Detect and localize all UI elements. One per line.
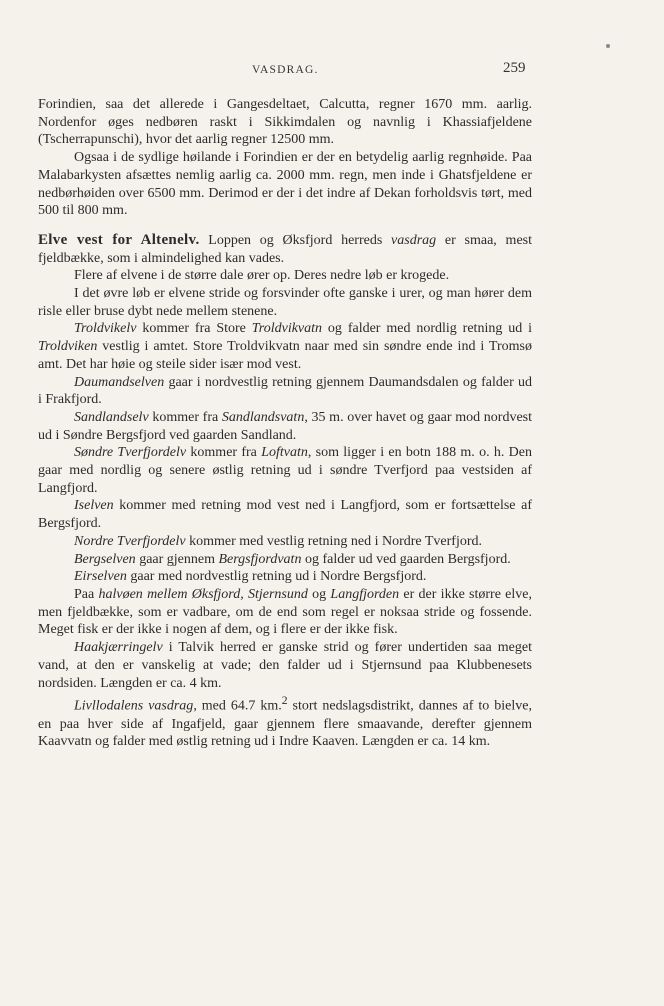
italic-term: Livllodalens vasdrag — [74, 698, 194, 714]
italic-term: Loftvatn — [261, 445, 308, 461]
text-run: Ogsaa i de sydlige høilande i Forindien er der en betydelig aarlig regnhøide. Paa Malabarkysten afsættes nemlig aarlig ca. 2000 mm. regn, men inde i Ghatsfjeldene er nedbørhøiden over 6500 mm. Derimod er der i det indre af Dekan forholdsvis tørt, med 500 til 800 mm. — [38, 150, 532, 219]
running-title: VASDRAG. — [252, 64, 319, 76]
italic-term: Daumandselven — [74, 374, 165, 390]
text-run: kommer med retning mod vest ned i Langfjord, som er fortsættelse af Bergsfjord. — [38, 498, 532, 532]
text-run: Paa — [74, 586, 99, 602]
paragraph — [38, 409, 532, 444]
page-number: 259 — [503, 60, 526, 76]
paragraph — [38, 285, 532, 320]
italic-term: Sandlandsvatn — [221, 409, 305, 425]
paragraph — [38, 568, 532, 586]
italic-term: halvøen mellem Øksfjord, Stjernsund — [98, 586, 308, 602]
text-run: er smaa, mest fjeldbække, som i almindelighed kan vades. — [38, 232, 532, 266]
italic-term: Troldvikvatn — [251, 321, 323, 337]
paragraph — [38, 374, 532, 409]
text-run: gaar gjennem — [135, 551, 219, 567]
text-run: og falder med nordlig retning ud i — [322, 321, 533, 337]
paragraph — [38, 692, 532, 751]
section-heading: Elve vest for Altenelv. — [38, 231, 200, 248]
italic-term: Troldviken — [38, 339, 98, 355]
italic-term: Sandlandselv — [74, 409, 149, 425]
paragraph — [38, 533, 532, 551]
paragraph — [38, 497, 532, 532]
italic-term: Eirselven — [74, 569, 127, 585]
paragraph — [38, 551, 532, 569]
print-speck — [606, 44, 610, 48]
text-run: Loppen og Øksfjord herreds — [199, 232, 392, 248]
text-run: stort nedslagsdistrikt, dannes af to bielve, en paa hver side af Ingafjeld, gaar gjennem flere smaavande, derefter gjennem Kaavvatn og falder med østlig retning ud i Indre Kaaven. Længden er ca. 14 km. — [38, 698, 532, 750]
text-run: kommer fra — [186, 445, 262, 461]
paragraph — [38, 639, 532, 692]
page-header — [0, 60, 664, 80]
text-run: gaar med nordvestlig retning ud i Nordre Bergsfjord. — [126, 569, 427, 585]
italic-term: Søndre Tverfjordelv — [74, 445, 187, 461]
text-run: I det øvre løb er elvene stride og forsvinder ofte ganske i urer, og man hører dem risle eller bruse dybt nede mellem stenene. — [38, 286, 532, 319]
paragraph — [38, 267, 532, 285]
text-run: gaar i nordvestlig retning gjennem Daumandsdalen og falder ud i Frakfjord. — [38, 374, 532, 408]
italic-term: vasdrag — [391, 232, 437, 248]
text-run: i Talvik herred er ganske strid og fører undertiden saa meget vand, at den er vanskelig at vade; den falder ud i Stjernsund paa Klubbenesets nordsiden. Længden er ca. 4 km. — [38, 640, 532, 691]
text-run: Flere af elvene i de større dale ører op. Deres nedre løb er krogede. — [74, 268, 450, 284]
text-run: og falder ud ved gaarden Bergsfjord. — [301, 551, 511, 567]
text-run: , som ligger i en botn 188 m. o. h. Den gaar med nordlig og senere østlig retning ud i søndre Tverfjord paa vestsiden af Langfjord. — [38, 445, 532, 496]
italic-term: Bergsfjordvatn — [218, 551, 302, 567]
paragraph — [38, 96, 532, 149]
italic-term: Nordre Tverfjordelv — [74, 533, 186, 549]
italic-term: Haakjærringelv — [74, 640, 163, 656]
italic-term: Troldvikelv — [74, 321, 137, 337]
body-text — [38, 96, 532, 751]
text-run: og — [307, 586, 331, 602]
text-run: er der ikke større elve, men fjeldbække, som er vadbare, om de end som regel er noksaa stride og fossende. Meget fisk er der ikke i nogen af dem, og i flere er der ikke fisk. — [38, 586, 532, 638]
superscript: 2 — [281, 694, 288, 708]
paragraph — [38, 232, 532, 267]
text-run: Forindien, saa det allerede i Gangesdeltaet, Calcutta, regner 1670 mm. aarlig. Nordenfor øges nedbøren raskt i Sikkimdalen og navnlig i Khassiafjeldene (Tscherrapunschi), hvor det aarlig regner 12500 mm. — [38, 97, 532, 148]
text-run: , med 64.7 km. — [193, 698, 282, 714]
paragraph — [38, 320, 532, 373]
text-run: kommer fra Store — [136, 321, 252, 337]
text-run: kommer med vestlig retning ned i Nordre Tverfjord. — [185, 533, 482, 549]
text-run: vestlig i amtet. Store Troldvikvatn naar med sin søndre ende ind i Tromsø amt. Det har høie og steile sider især mod vest. — [38, 339, 532, 372]
paragraph — [38, 444, 532, 497]
text-run: , 35 m. over havet og gaar mod nordvest ud i Søndre Bergsfjord ved gaarden Sandland. — [38, 409, 532, 443]
italic-term: Langfjorden — [330, 586, 400, 602]
paragraph — [38, 149, 532, 220]
text-run: kommer fra — [148, 409, 222, 425]
italic-term: Iselven — [74, 498, 114, 514]
paragraph — [38, 586, 532, 639]
italic-term: Bergselven — [74, 551, 136, 567]
